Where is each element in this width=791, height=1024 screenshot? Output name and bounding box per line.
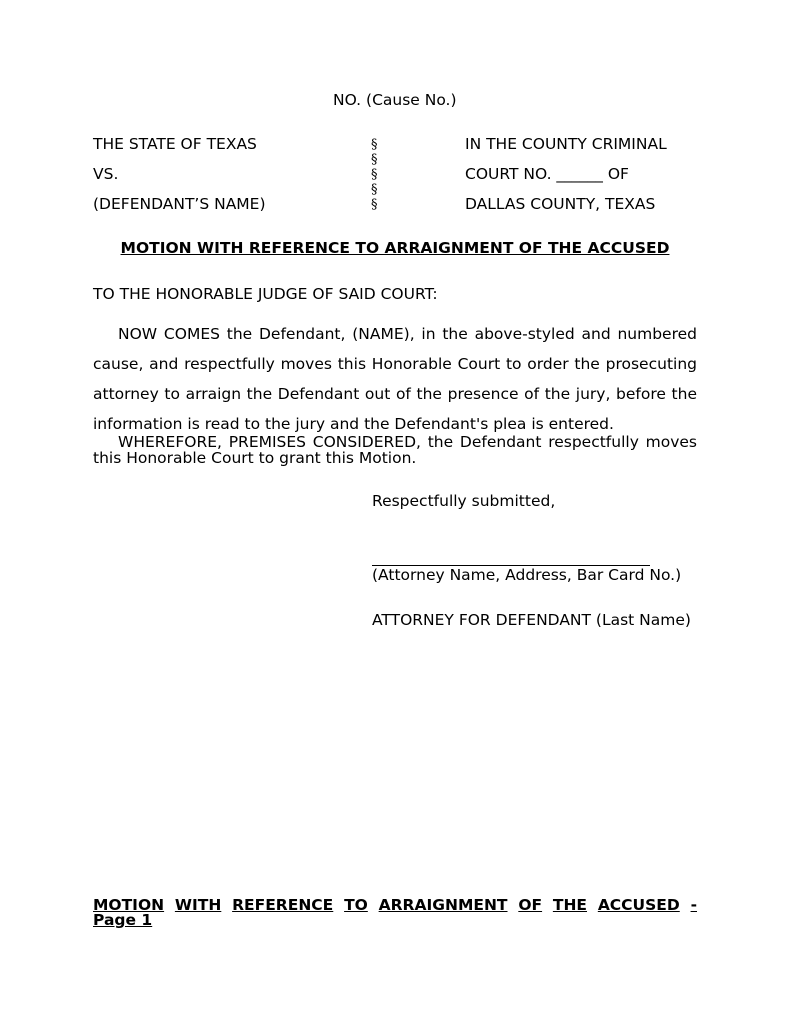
attorney-info: (Attorney Name, Address, Bar Card No.) [372,566,682,584]
caption-court-no: COURT NO. ______ OF [465,165,629,183]
caption-court: IN THE COUNTY CRIMINAL [465,135,667,153]
caption-defendant: (DEFENDANT’S NAME) [93,195,266,213]
cause-number: NO. (Cause No.) [333,91,457,109]
body-line: information is read to the jury and the Defendant's plea is entered. [93,415,614,433]
body-line: cause, and respectfully moves this Honorable Court to order the prosecuting [93,355,697,373]
body-line: NOW COMES the Defendant, (NAME), in the above-styled and numbered [118,325,697,343]
body-line: attorney to arraign the Defendant out of the presence of the jury, before the [93,385,697,403]
attorney-for: ATTORNEY FOR DEFENDANT (Last Name) [372,611,691,629]
section-symbol: § [371,197,378,212]
page-footer [93,898,697,928]
section-symbol: § [371,182,378,197]
body-line: WHEREFORE, PREMISES CONSIDERED, the Defendant respectfully moves [118,433,697,451]
caption-vs: VS. [93,165,119,183]
document-title: MOTION WITH REFERENCE TO ARRAIGNMENT OF THE ACCUSED [120,239,670,257]
body-line: this Honorable Court to grant this Motion. [93,449,417,467]
section-symbol: § [371,137,378,152]
caption-county: DALLAS COUNTY, TEXAS [465,195,656,213]
footer-title: MOTION WITH REFERENCE TO ARRAIGNMENT OF THE ACCUSED - [93,896,697,914]
section-symbol: § [371,167,378,182]
section-symbol: § [371,152,378,167]
closing: Respectfully submitted, [372,492,556,510]
caption-state: THE STATE OF TEXAS [93,135,257,153]
footer-page-number: Page 1 [93,911,153,929]
salutation: TO THE HONORABLE JUDGE OF SAID COURT: [93,285,438,303]
